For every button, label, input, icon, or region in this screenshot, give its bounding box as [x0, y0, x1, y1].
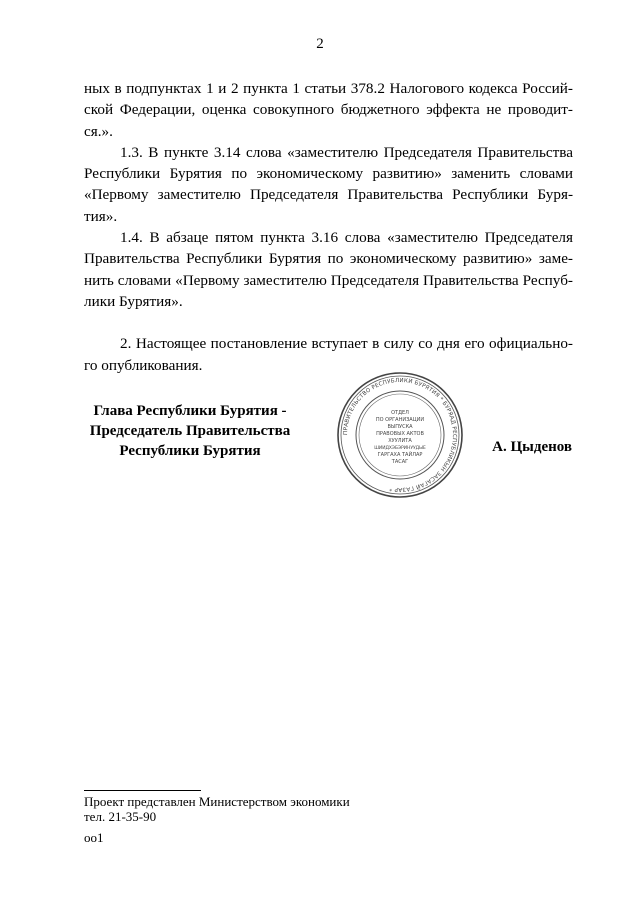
seal-center-line: ХУУЛИТА — [388, 438, 412, 444]
paragraph-2 — [84, 333, 573, 376]
footnote-separator — [84, 790, 201, 791]
text-line: ных в подпунктах 1 и 2 пункта 1 статьи 378.2 Налогового кодекса Россий- — [84, 80, 573, 97]
text-line: нить словами «Первому заместителю Председателя Правительства Респуб- — [84, 271, 573, 289]
signatory-title-line: Республики Бурятия — [119, 443, 261, 459]
text-line: лики Бурятия». — [84, 292, 183, 310]
document-body — [84, 78, 573, 376]
seal-center-line: ШИИДХЭБЭРИНУУДЫЕ — [374, 446, 426, 451]
paragraph-1-3 — [84, 142, 573, 227]
seal-center-line: ТАСАГ — [391, 459, 409, 465]
official-seal — [335, 370, 465, 500]
footnote — [84, 794, 350, 824]
seal-center-line: ПО ОРГАНИЗАЦИИ — [375, 417, 425, 423]
text-line: 2. Настоящее постановление вступает в силу со дня его официально- — [120, 335, 573, 353]
text-line: «Первому заместителю Председателя Правительства Республики Буря- — [84, 186, 573, 204]
signatory-title — [80, 401, 300, 461]
signatory-name: А. Цыденов — [492, 439, 572, 455]
seal-center-line: ВЫПУСКА — [387, 424, 413, 430]
signatory-title-line: Глава Республики Бурятия - — [93, 403, 287, 419]
document-code: оо1 — [84, 830, 104, 845]
text-line: го опубликования. — [84, 356, 203, 374]
text-line: тия». — [84, 207, 118, 225]
seal-center-line: ПРАВОВЫХ АКТОВ — [376, 431, 424, 437]
text-line: ской Федерации, оценка совокупного бюджетного эффекта не проводит- — [84, 101, 573, 119]
text-line: Правительства Республики Бурятия по экономическому развитию» заме- — [84, 250, 573, 268]
text-line: ся.». — [84, 122, 113, 140]
seal-center-line: ОТДЕЛ — [391, 410, 409, 416]
text-line: Республики Бурятия по экономическому развитию» заменить словами — [84, 165, 573, 183]
footnote-line: тел. 21-35-90 — [84, 809, 157, 824]
signatory-title-line: Председатель Правительства — [89, 423, 291, 439]
paragraph-continuation — [84, 78, 573, 142]
footnote-line: Проект представлен Министерством экономики — [84, 794, 350, 809]
text-line: 1.4. В абзаце пятом пункта 3.16 слова «заместителю Председателя — [120, 229, 573, 247]
page-number: 2 — [316, 36, 324, 52]
text-line: 1.3. В пункте 3.14 слова «заместителю Председателя Правительства — [120, 143, 573, 161]
seal-ring-text: ПРАВИТЕЛЬСТВО РЕСПУБЛИКИ БУРЯТИЯ * БУРЯАД РЕСПУБЛИКЫН ЗАСАГАЙ ГАЗАР * — [342, 377, 458, 493]
seal-center-line: ГАРГАХА ТАЙЛАР — [377, 452, 423, 458]
paragraph-1-4 — [84, 227, 573, 312]
